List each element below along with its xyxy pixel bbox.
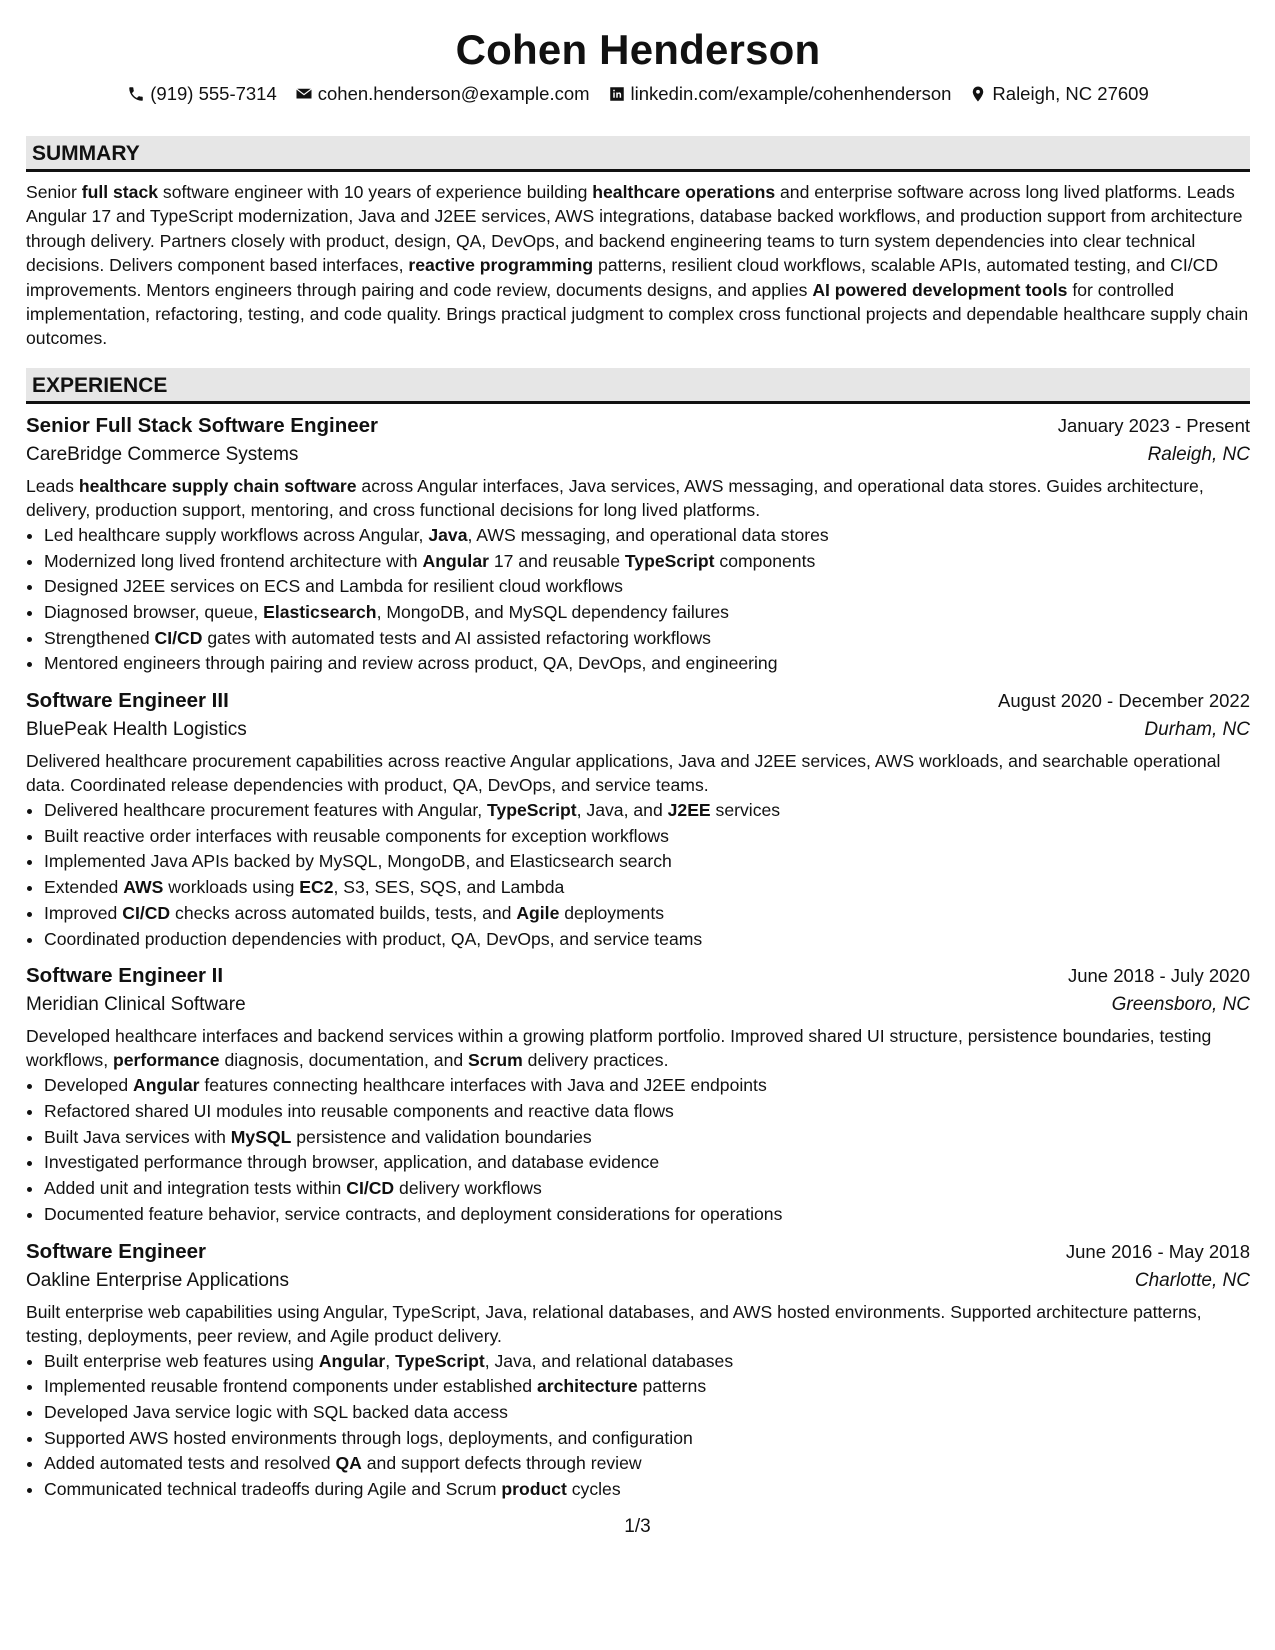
text-segment: Built reactive order interfaces with reusable components for exception workflows xyxy=(44,825,669,846)
job-company-row xyxy=(26,715,1250,745)
text-segment: Designed J2EE services on ECS and Lambda for resilient cloud workflows xyxy=(44,576,623,597)
bold-keyword: performance xyxy=(113,1050,220,1071)
text-segment: Built enterprise web features using xyxy=(44,1350,319,1371)
job-dates: June 2016 - May 2018 xyxy=(1065,1240,1250,1262)
text-segment: for controlled implementation, refactoring, testing, and code quality. Brings practical judgment to complex cross functional projects and dependable healthcare supply chain outcomes. xyxy=(26,279,1249,349)
job-dates: August 2020 - December 2022 xyxy=(998,690,1250,712)
job-entry xyxy=(26,412,1250,677)
contact-bar xyxy=(26,82,1250,106)
bold-keyword: Java xyxy=(428,524,468,545)
experience-list xyxy=(26,412,1250,1503)
text-segment: Built enterprise web capabilities using Angular, TypeScript, Java, relational databases, and AWS hosted environments. Supported architecture patterns, testing, deployments, peer review, and Agile product delivery. xyxy=(26,1301,1202,1346)
text-segment: , Java, and xyxy=(576,800,668,821)
contact-phone xyxy=(127,82,277,106)
text-segment: Implemented reusable frontend components under established xyxy=(44,1376,537,1397)
candidate-name: Cohen Henderson xyxy=(455,26,821,73)
text-segment: Added unit and integration tests within xyxy=(44,1178,347,1199)
contact-email[interactable] xyxy=(295,82,590,106)
bold-keyword: CI/CD xyxy=(154,627,203,648)
list-item xyxy=(44,1477,1250,1503)
text-segment: and support defects through review xyxy=(361,1453,642,1474)
list-item xyxy=(44,1374,1250,1400)
text-segment: Modernized long lived frontend architecture with xyxy=(44,550,423,571)
bold-keyword: Scrum xyxy=(468,1050,523,1071)
job-location: Durham, NC xyxy=(1144,719,1250,741)
text-segment: Developed xyxy=(44,1075,134,1096)
list-item xyxy=(44,901,1250,927)
text-segment: Refactored shared UI modules into reusable components and reactive data flows xyxy=(44,1100,674,1121)
text-segment: Leads xyxy=(26,475,79,496)
text-segment: features connecting healthcare interfaces with Java and J2EE endpoints xyxy=(199,1075,767,1096)
job-description xyxy=(26,1024,1250,1072)
contact-linkedin[interactable] xyxy=(608,82,952,106)
summary-heading: SUMMARY xyxy=(26,136,1250,172)
bold-keyword: CI/CD xyxy=(122,902,171,923)
job-title-row xyxy=(26,412,1250,440)
bold-keyword: J2EE xyxy=(667,800,711,821)
list-item xyxy=(44,626,1250,652)
job-bullets xyxy=(26,1349,1250,1503)
job-title: Software Engineer II xyxy=(26,964,224,988)
experience-heading: EXPERIENCE xyxy=(26,368,1250,404)
list-item xyxy=(44,1150,1250,1176)
list-item xyxy=(44,600,1250,626)
bold-keyword: Angular xyxy=(133,1075,200,1096)
page-number: 1/3 xyxy=(624,1516,651,1537)
text-segment: Added automated tests and resolved xyxy=(44,1453,336,1474)
list-item xyxy=(44,1099,1250,1125)
job-title-row xyxy=(26,687,1250,715)
bold-keyword: full stack xyxy=(81,182,159,202)
job-title: Software Engineer xyxy=(26,1239,206,1263)
text-segment: Implemented Java APIs backed by MySQL, MongoDB, and Elasticsearch search xyxy=(44,851,672,872)
job-entry xyxy=(26,962,1250,1227)
text-segment: deployments xyxy=(559,902,665,923)
list-item xyxy=(44,549,1250,575)
text-segment: , S3, SES, SQS, and Lambda xyxy=(333,877,565,898)
envelope-icon xyxy=(295,85,313,103)
text-segment: Diagnosed browser, queue, xyxy=(44,601,264,622)
text-segment: services xyxy=(710,800,781,821)
text-segment: Extended xyxy=(44,877,124,898)
text-segment: and enterprise software across long lived platforms. Leads Angular 17 and TypeScript modernization, Java and J2EE services, AWS integrations, database backed workflows, and production support from architecture through delivery. Partners closely with product, design, QA, DevOps, and backend engineering teams to turn system dependencies into clear technical decisions. Delivers component based interfaces, xyxy=(26,182,1243,276)
text-segment: Investigated performance through browser, application, and database evidence xyxy=(44,1152,660,1173)
job-location: Greensboro, NC xyxy=(1111,994,1250,1016)
list-item xyxy=(44,1202,1250,1228)
list-item xyxy=(44,1176,1250,1202)
job-dates: June 2018 - July 2020 xyxy=(1067,965,1250,987)
text-segment: workloads using xyxy=(163,877,300,898)
text-segment: , MongoDB, and MySQL dependency failures xyxy=(376,601,729,622)
bold-keyword: EC2 xyxy=(299,877,334,898)
list-item xyxy=(44,1125,1250,1151)
bold-keyword: healthcare supply chain software xyxy=(78,475,357,496)
job-description xyxy=(26,474,1250,522)
text-segment: diagnosis, documentation, and xyxy=(219,1050,469,1071)
job-title-row xyxy=(26,1238,1250,1266)
bold-keyword: product xyxy=(501,1479,567,1500)
text-segment: delivery workflows xyxy=(394,1178,542,1199)
bold-keyword: Agile xyxy=(516,902,560,923)
bold-keyword: MySQL xyxy=(230,1126,292,1147)
bold-keyword: healthcare operations xyxy=(592,182,776,202)
text-segment: patterns, resilient cloud workflows, scalable APIs, automated testing, and CI/CD improvements. Mentors engineers through pairing and code review, documents designs, and applies xyxy=(26,255,1219,300)
bold-keyword: TypeScript xyxy=(395,1350,485,1371)
text-segment: gates with automated tests and AI assisted refactoring workflows xyxy=(202,627,711,648)
text-segment: checks across automated builds, tests, and xyxy=(170,902,517,923)
job-title: Senior Full Stack Software Engineer xyxy=(26,413,379,437)
text-segment: Developed healthcare interfaces and backend services within a growing platform portfolio. Improved shared UI structure, persistence boundaries, testing workflows, xyxy=(26,1026,1212,1071)
summary-text xyxy=(26,180,1250,351)
text-segment: Supported AWS hosted environments through logs, deployments, and configuration xyxy=(44,1427,693,1448)
phone-icon xyxy=(127,85,145,103)
list-item xyxy=(44,574,1250,600)
bold-keyword: AI powered development tools xyxy=(812,279,1068,300)
list-item xyxy=(44,1349,1250,1375)
bold-keyword: TypeScript xyxy=(487,800,577,821)
text-segment: Improved xyxy=(44,902,123,923)
text-segment: Delivered healthcare procurement features with Angular, xyxy=(44,800,488,821)
text-segment: software engineer with 10 years of experience building xyxy=(158,182,593,202)
job-description xyxy=(26,749,1250,797)
phone-text: (919) 555-7314 xyxy=(150,83,277,104)
job-company: Oakline Enterprise Applications xyxy=(26,1269,289,1291)
text-segment: Communicated technical tradeoffs during Agile and Scrum xyxy=(44,1479,502,1500)
list-item xyxy=(44,1426,1250,1452)
list-item xyxy=(44,927,1250,953)
list-item xyxy=(44,523,1250,549)
list-item xyxy=(44,849,1250,875)
contact-location xyxy=(969,82,1148,106)
job-location: Charlotte, NC xyxy=(1134,1269,1250,1291)
job-location: Raleigh, NC xyxy=(1147,443,1250,465)
job-title: Software Engineer III xyxy=(26,689,229,713)
location-text: Raleigh, NC 27609 xyxy=(992,83,1149,104)
bold-keyword: Angular xyxy=(318,1350,386,1371)
text-segment: cycles xyxy=(566,1479,621,1500)
text-segment: Mentored engineers through pairing and review across product, QA, DevOps, and engineering xyxy=(44,653,778,674)
job-company-row xyxy=(26,990,1250,1020)
text-segment: Delivered healthcare procurement capabilities across reactive Angular applications, Java and J2EE services, AWS workloads, and searchable operational data. Coordinated release dependencies with product, QA, DevOps, and service teams. xyxy=(26,751,1221,796)
text-segment: , AWS messaging, and operational data stores xyxy=(467,524,829,545)
list-item xyxy=(44,1451,1250,1477)
resume-page xyxy=(26,0,1250,1503)
bold-keyword: TypeScript xyxy=(624,550,715,571)
email-text[interactable]: cohen.henderson@example.com xyxy=(317,83,590,104)
text-segment: Built Java services with xyxy=(44,1126,231,1147)
text-segment: Strengthened xyxy=(44,627,155,648)
text-segment: , xyxy=(385,1350,396,1371)
text-segment: Coordinated production dependencies with product, QA, DevOps, and service teams xyxy=(44,928,703,949)
bold-keyword: QA xyxy=(335,1453,362,1474)
job-bullets xyxy=(26,523,1250,677)
bold-keyword: architecture xyxy=(536,1376,638,1397)
text-segment: across Angular interfaces, Java services, AWS messaging, and operational data stores. Guides architecture, delivery, production support, mentoring, and cross functional decisions for long lived platforms. xyxy=(26,475,1204,520)
bold-keyword: Angular xyxy=(422,550,489,571)
bold-keyword: AWS xyxy=(123,877,164,898)
job-bullets xyxy=(26,798,1250,952)
job-dates: January 2023 - Present xyxy=(1057,414,1250,436)
job-company: BluePeak Health Logistics xyxy=(26,719,247,741)
text-segment: Documented feature behavior, service contracts, and deployment considerations for operations xyxy=(44,1203,783,1224)
linkedin-icon xyxy=(608,85,626,103)
text-segment: Led healthcare supply workflows across Angular, xyxy=(44,524,429,545)
linkedin-text[interactable]: linkedin.com/example/cohenhenderson xyxy=(630,83,952,104)
bold-keyword: Elasticsearch xyxy=(263,601,377,622)
list-item xyxy=(44,651,1250,677)
text-segment: Senior xyxy=(26,182,82,202)
job-company-row xyxy=(26,440,1250,470)
job-title-row xyxy=(26,962,1250,990)
text-segment: components xyxy=(714,550,816,571)
job-bullets xyxy=(26,1073,1250,1227)
bold-keyword: CI/CD xyxy=(346,1178,395,1199)
map-pin-icon xyxy=(969,85,987,103)
job-company: CareBridge Commerce Systems xyxy=(26,443,299,465)
list-item xyxy=(44,798,1250,824)
job-description xyxy=(26,1300,1250,1348)
job-entry xyxy=(26,1238,1250,1503)
bold-keyword: reactive programming xyxy=(408,255,594,276)
text-segment: , Java, and relational databases xyxy=(484,1350,734,1371)
list-item xyxy=(44,875,1250,901)
job-company-row xyxy=(26,1266,1250,1296)
job-company: Meridian Clinical Software xyxy=(26,994,246,1016)
job-entry xyxy=(26,687,1250,952)
list-item xyxy=(44,824,1250,850)
text-segment: Developed Java service logic with SQL backed data access xyxy=(44,1401,508,1422)
text-segment: persistence and validation boundaries xyxy=(291,1126,592,1147)
text-segment: 17 and reusable xyxy=(488,550,625,571)
list-item xyxy=(44,1073,1250,1099)
text-segment: delivery practices. xyxy=(522,1050,669,1071)
list-item xyxy=(44,1400,1250,1426)
text-segment: patterns xyxy=(637,1376,707,1397)
